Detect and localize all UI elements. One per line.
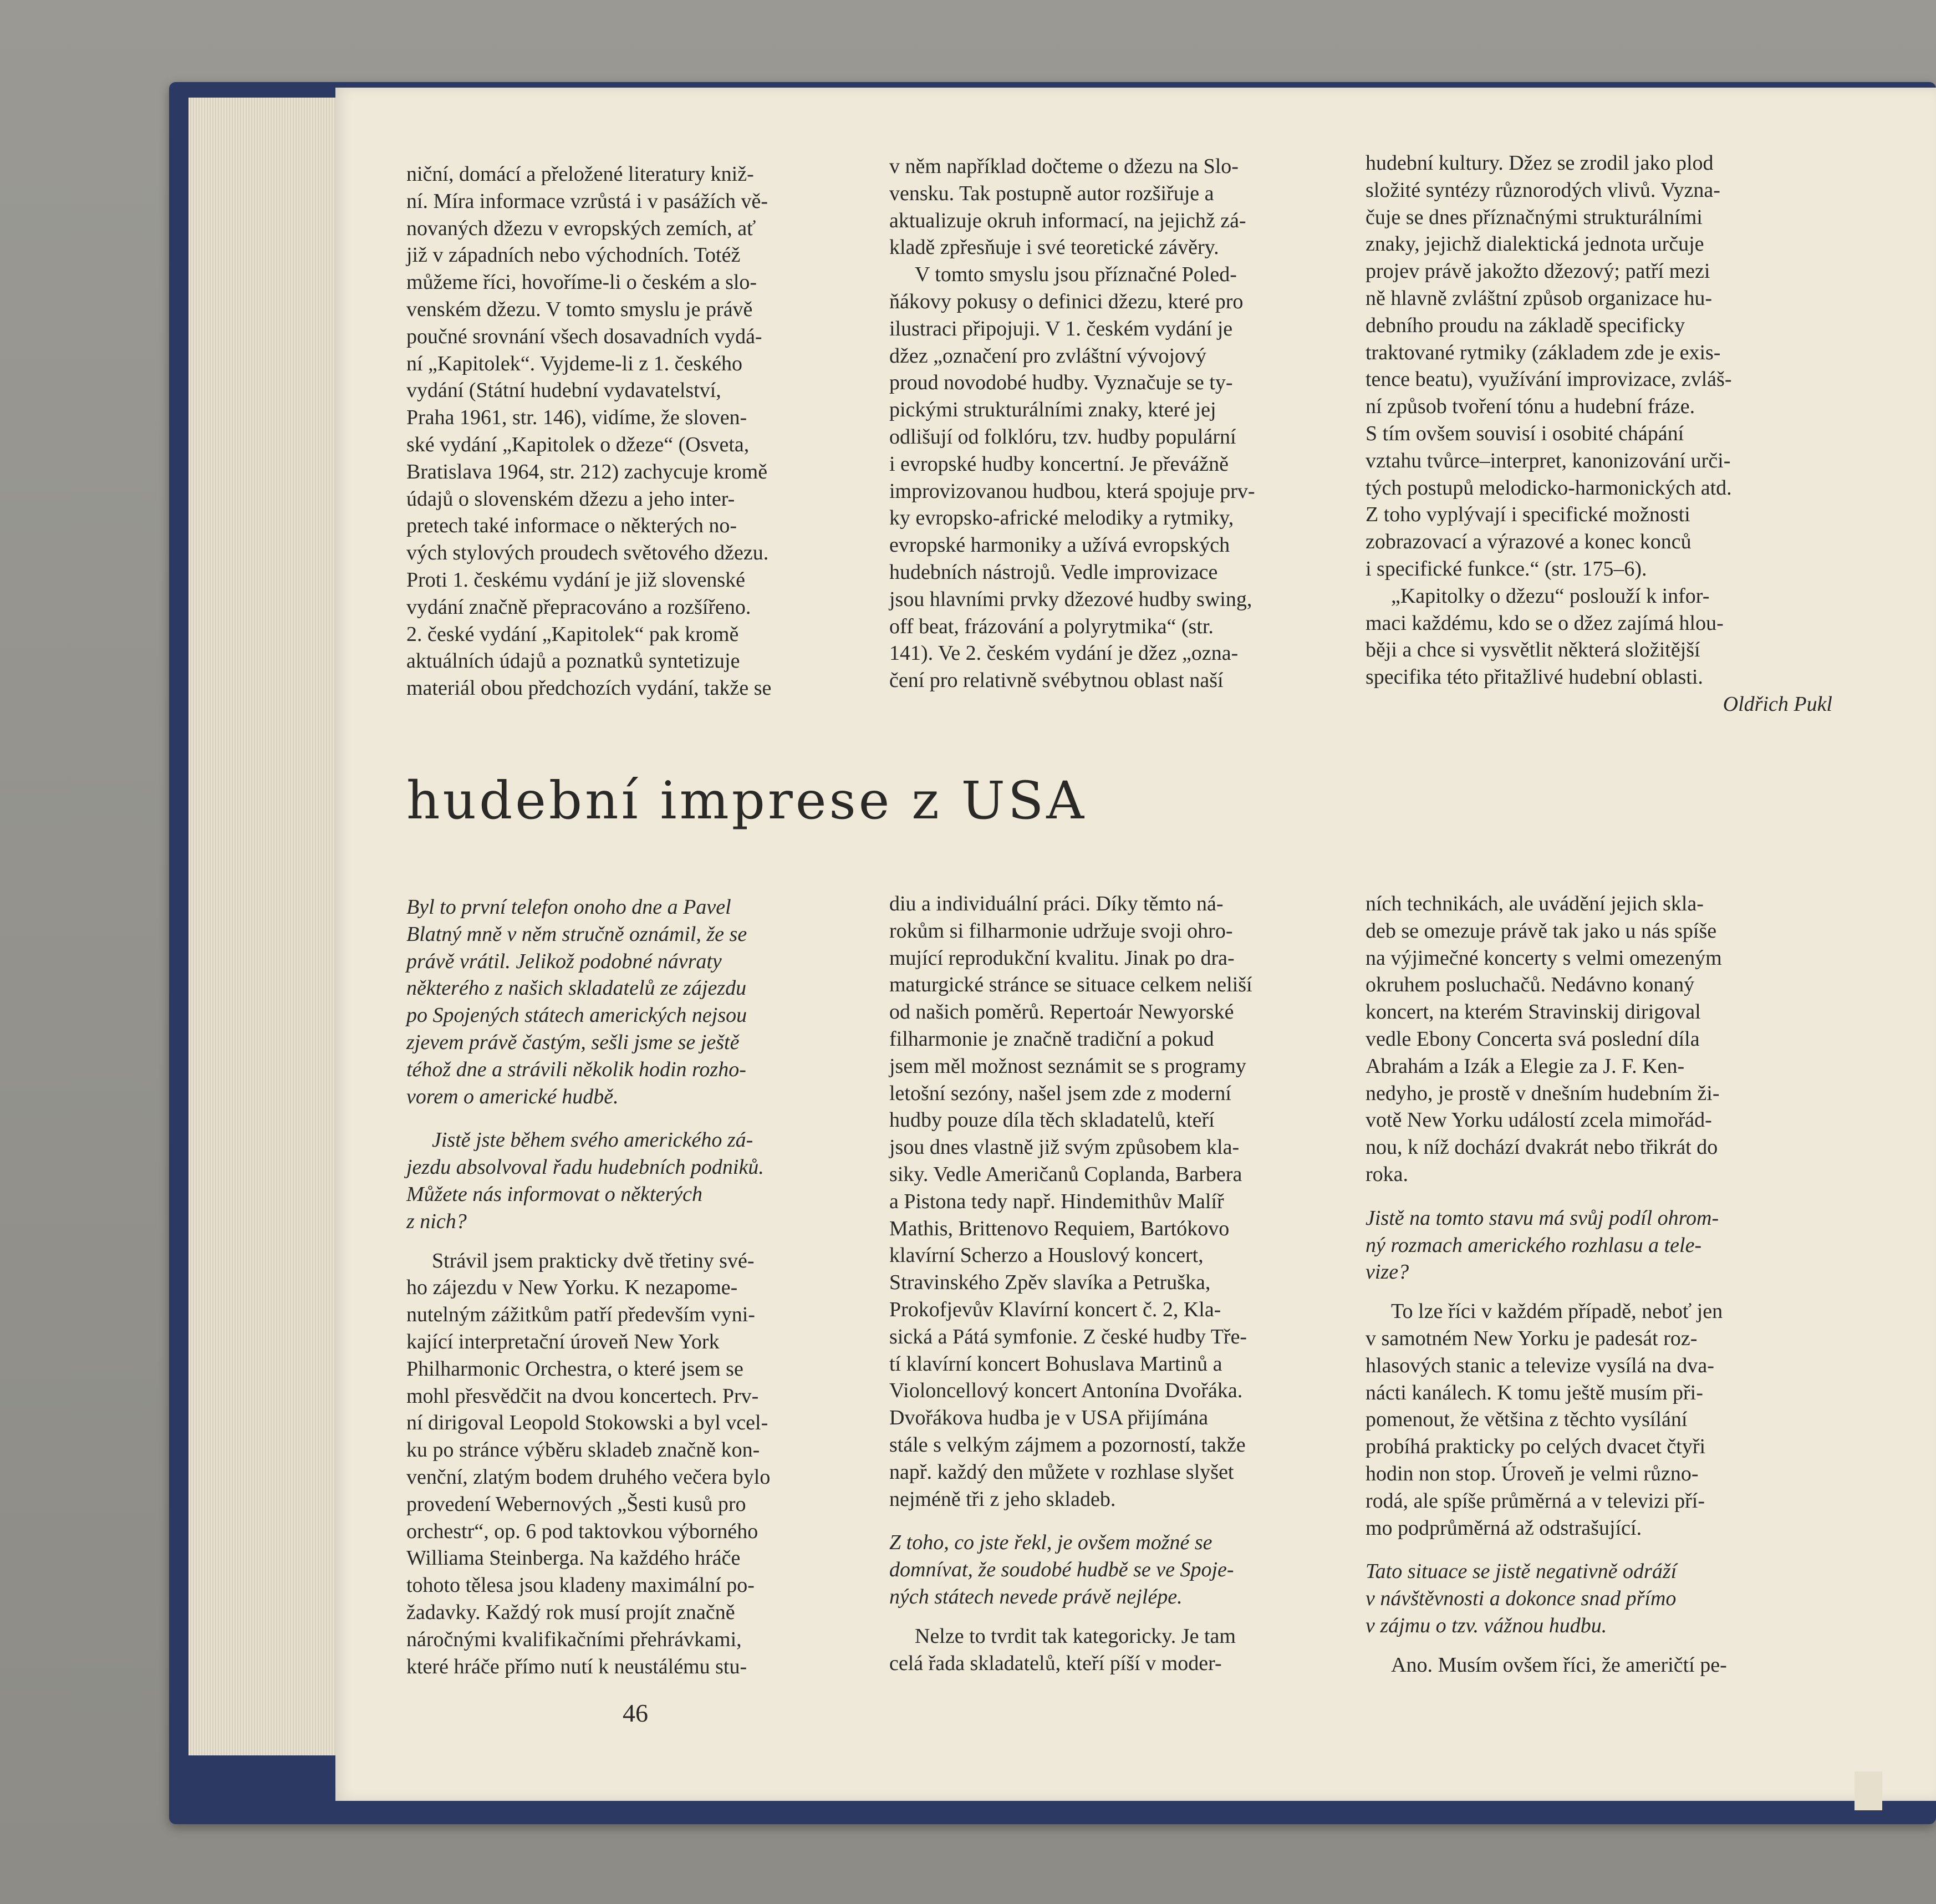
- text-line: odlišují od folklóru, tzv. hudby populární: [889, 425, 1236, 449]
- text-line: materiál obou předchozích vydání, takže se: [406, 676, 772, 700]
- text-line: údajů o slovenském džezu a jeho inter-: [406, 487, 735, 511]
- text-line: ní způsob tvoření tónu a hudební fráze.: [1366, 395, 1695, 419]
- text-line: ňákovy pokusy o definici džezu, které pro: [889, 289, 1244, 313]
- text-line: hudby pouze díla těch skladatelů, kteří: [889, 1108, 1215, 1132]
- text-line: poučné srovnání všech dosavadních vydá-: [406, 324, 762, 348]
- text-line: Můžete nás informovat o některých: [406, 1182, 702, 1206]
- text-line: Blatný mně v něm stručně oznámil, že se: [406, 922, 747, 946]
- text-line: pretech také informace o některých no-: [406, 514, 737, 538]
- text-line: jsou dnes vlastně již svým způsobem kla-: [889, 1136, 1240, 1159]
- text-line: můžeme říci, hovoříme-li o českém a slo-: [406, 271, 757, 294]
- text-line: jezdu absolvoval řadu hudebních podniků.: [406, 1155, 764, 1179]
- text-line: v něm například dočteme o džezu na Slo-: [889, 155, 1239, 178]
- text-line: Prokofjevův Klavírní koncert č. 2, Kla-: [889, 1297, 1221, 1321]
- text-line: právě vrátil. Jelikož podobné návraty: [406, 949, 722, 973]
- bottom-column-2: [889, 890, 1338, 1677]
- text-line: Z toho vyplývají i specifické možnosti: [1366, 503, 1690, 527]
- text-line: traktované rytmiky (základem zde je exis-: [1366, 340, 1721, 364]
- interview-answer: [1366, 1298, 1832, 1541]
- text-line: orchestr“, op. 6 pod taktovkou výborného: [406, 1519, 758, 1543]
- text-line: složité syntézy různorodých vlivů. Vyzna-: [1366, 178, 1720, 202]
- text-line: V tomto smyslu jsou příznačné Poled-: [915, 263, 1237, 287]
- text-line: ní dirigoval Leopold Stokowski a byl vcel-: [406, 1411, 768, 1435]
- text-line: To lze říci v každém případě, neboť jen: [1391, 1300, 1723, 1323]
- text-line: vedle Ebony Concerta svá poslední díla: [1366, 1027, 1700, 1051]
- text-line: běji a chce si vysvětlit některá složitější: [1366, 638, 1700, 662]
- text-line: od našich poměrů. Repertoár Newyorské: [889, 1000, 1234, 1024]
- text-line: sická a Pátá symfonie. Z české hudby Tře-: [889, 1325, 1247, 1348]
- text-line: Dvořákova hudba je v USA přijímána: [889, 1406, 1209, 1430]
- text-line: některého z našich skladatelů ze zájezdu: [406, 976, 747, 1000]
- text-line: Nelze to tvrdit tak kategoricky. Je tam: [915, 1624, 1236, 1648]
- text-line: čení pro relativně svébytnou oblast naší: [889, 669, 1224, 693]
- text-line: vydání (Státní hudební vydavatelství,: [406, 379, 721, 403]
- text-line: mující reprodukční kvalitu. Jinak po dra-: [889, 946, 1235, 970]
- text-line: ně hlavně zvláštní způsob organizace hu-: [1366, 286, 1713, 310]
- text-line: i evropské hudby koncertní. Je převážně: [889, 452, 1229, 476]
- text-line: již v západních nebo východních. Totéž: [406, 243, 741, 267]
- text-line: siky. Vedle Američanů Coplanda, Barbera: [889, 1162, 1242, 1186]
- text-line: na výjimečné koncerty s velmi omezeným: [1366, 946, 1722, 970]
- text-line: a Pistona tedy např. Hindemithův Malíř: [889, 1189, 1224, 1213]
- text-line: kladě zpřesňuje i své teoretické závěry.: [889, 236, 1219, 259]
- top-column-3: [1366, 150, 1832, 718]
- text-line: nutelným zážitkům patří především vyni-: [406, 1303, 755, 1327]
- text-line: Proti 1. českému vydání je již slovenské: [406, 568, 746, 592]
- text-line: niční, domácí a přeložené literatury kniž-: [406, 162, 754, 186]
- intro-paragraph: [406, 894, 861, 1110]
- text-line: celá řada skladatelů, kteří píší v moder-: [889, 1651, 1222, 1675]
- text-line: jsem měl možnost seznámit se s programy: [889, 1054, 1246, 1078]
- text-line: po Spojených státech amerických nejsou: [406, 1004, 747, 1027]
- text-line: maci každému, kdo se o džez zajímá hlou-: [1366, 611, 1724, 635]
- text-line: off beat, frázování a polyrytmika“ (str.: [889, 614, 1214, 638]
- text-line: Ano. Musím ovšem říci, že američtí pe-: [1391, 1653, 1727, 1677]
- interview-question: [406, 1127, 861, 1235]
- text-line: vize?: [1366, 1260, 1409, 1284]
- text-line: debního proudu na základě specificky: [1366, 313, 1685, 337]
- text-line: ilustraci připojuji. V 1. českém vydání je: [889, 317, 1233, 340]
- text-line: vorem o americké hudbě.: [406, 1085, 619, 1108]
- text-line: Abrahám a Izák a Elegie za J. F. Ken-: [1366, 1054, 1685, 1078]
- text-line: Byl to první telefon onoho dne a Pavel: [406, 895, 731, 919]
- text-line: tohoto tělesa jsou kladeny maximální po-: [406, 1574, 755, 1597]
- text-line: ské vydání „Kapitolek o džeze“ (Osveta,: [406, 432, 750, 456]
- text-line: jsou hlavními prvky džezové hudby swing,: [889, 587, 1252, 611]
- text-line: džez „označení pro zvláštní vývojový: [889, 344, 1206, 368]
- bottom-column-3: [1366, 890, 1832, 1679]
- text-line: novaných džezu v evropských zemích, ať: [406, 216, 756, 240]
- text-line: hudební kultury. Džez se zrodil jako plod: [1366, 151, 1714, 175]
- text-line: S tím ovšem souvisí i osobité chápání: [1366, 421, 1684, 445]
- text-line: venském džezu. V tomto smyslu je právě: [406, 297, 753, 321]
- text-line: votě New Yorku událostí zcela mimořád-: [1366, 1108, 1712, 1132]
- text-line: vydání značně přepracováno a rozšířeno.: [406, 595, 751, 619]
- text-line: v zájmu o tzv. vážnou hudbu.: [1366, 1613, 1607, 1637]
- paragraph: [1366, 583, 1832, 691]
- text-line: probíhá prakticky po celých dvacet čtyři: [1366, 1435, 1706, 1459]
- text-line: hudebních nástrojů. Vedle improvizace: [889, 560, 1218, 584]
- text-line: improvizovanou hudbou, která spojuje prv-: [889, 479, 1255, 503]
- text-line: z nich?: [406, 1209, 467, 1233]
- text-line: aktuálních údajů a poznatků syntetizuje: [406, 649, 740, 673]
- text-line: téhož dne a strávili několik hodin rozho-: [406, 1057, 746, 1081]
- text-line: letošní sezóny, našel jsem zde z moderní: [889, 1081, 1231, 1105]
- interview-question: [889, 1529, 1338, 1610]
- text-line: provedení Webernových „Šesti kusů pro: [406, 1492, 746, 1516]
- text-line: pickými strukturálními znaky, které jej: [889, 398, 1216, 422]
- text-line: aktualizuje okruh informací, na jejichž zá-: [889, 208, 1246, 232]
- interview-answer: [889, 890, 1338, 1513]
- interview-answer: [1366, 890, 1832, 1188]
- paragraph: [406, 161, 861, 702]
- text-line: deb se omezuje právě tak jako u nás spíše: [1366, 919, 1717, 943]
- article-headline: hudební imprese z USA: [406, 771, 1087, 831]
- text-line: Bratislava 1964, str. 212) zachycuje kromě: [406, 460, 768, 483]
- text-line: pomenout, že většina z těchto vysílání: [1366, 1408, 1688, 1432]
- text-line: ky evropsko-africké melodiky a rytmiky,: [889, 506, 1234, 530]
- text-line: mohl přesvědčit na dvou koncertech. Prv-: [406, 1384, 759, 1408]
- text-line: žadavky. Každý rok musí projít značně: [406, 1600, 735, 1624]
- text-line: vých stylových proudech světového džezu.: [406, 541, 769, 565]
- text-line: tence beatu), využívání improvizace, zvláš-: [1366, 368, 1732, 391]
- text-line: Williama Steinberga. Na každého hráče: [406, 1546, 741, 1570]
- text-line: Z toho, co jste řekl, je ovšem možné se: [889, 1531, 1212, 1555]
- interview-answer: [406, 1248, 861, 1681]
- text-line: domnívat, že soudobé hudbě se ve Spoje-: [889, 1558, 1234, 1582]
- text-line: ných státech nevede právě nejlépe.: [889, 1585, 1183, 1608]
- text-line: v návštěvnosti a dokonce snad přímo: [1366, 1587, 1677, 1611]
- text-line: které hráče přímo nutí k neustálému stu-: [406, 1654, 747, 1678]
- paragraph: [889, 153, 1338, 261]
- text-line: Tato situace se jistě negativně odráží: [1366, 1560, 1677, 1584]
- text-line: ný rozmach amerického rozhlasu a tele-: [1366, 1233, 1702, 1257]
- text-line: okruhem posluchačů. Nedávno konaný: [1366, 973, 1695, 997]
- text-line: v samotném New Yorku je padesát roz-: [1366, 1326, 1698, 1350]
- text-line: filharmonie je značně tradiční a pokud: [889, 1027, 1214, 1051]
- text-line: hodin non stop. Úroveň je velmi různo-: [1366, 1462, 1699, 1485]
- text-line: koncert, na kterém Stravinskij dirigoval: [1366, 1000, 1701, 1024]
- text-line: tí klavírní koncert Bohuslava Martinů a: [889, 1352, 1222, 1376]
- text-line: kající interpretační úroveň New York: [406, 1330, 720, 1353]
- paragraph: [1366, 150, 1832, 583]
- text-line: Jistě jste během svého amerického zá-: [432, 1128, 753, 1152]
- text-line: proud novodobé hudby. Vyznačuje se ty-: [889, 371, 1233, 395]
- text-line: Strávil jsem prakticky dvě třetiny své-: [432, 1249, 755, 1272]
- text-line: ho zájezdu v New Yorku. K nezapome-: [406, 1276, 738, 1300]
- page-number: 46: [623, 1699, 648, 1727]
- text-line: nácti kanálech. K tomu ještě musím při-: [1366, 1381, 1703, 1404]
- top-column-1: [406, 161, 861, 702]
- text-line: vztahu tvůrce–interpret, kanonizování urči-: [1366, 449, 1731, 472]
- paragraph: [889, 261, 1338, 694]
- text-line: Praha 1961, str. 146), vidíme, že sloven-: [406, 406, 747, 430]
- text-line: evropské harmoniky a užívá evropských: [889, 533, 1230, 557]
- text-line: Mathis, Brittenovo Requiem, Bartókovo: [889, 1216, 1230, 1240]
- text-line: ních technikách, ale uvádění jejich skla-: [1366, 892, 1704, 915]
- text-line: diu a individuální práci. Díky těmto ná-: [889, 892, 1224, 915]
- text-line: Violoncellový koncert Antonína Dvořáka.: [889, 1379, 1243, 1403]
- page-edge: [1855, 1771, 1882, 1810]
- text-line: maturgické stránce se situace celkem neliší: [889, 973, 1252, 997]
- interview-question: [1366, 1205, 1832, 1286]
- text-line: ku po stránce výběru skladeb značně kon-: [406, 1438, 760, 1462]
- text-line: znaky, jejichž dialektická jednota určuje: [1366, 232, 1704, 256]
- text-line: stále s velkým zájmem a pozorností, takže: [889, 1433, 1246, 1457]
- text-line: náročnými kvalifikačními přehrávkami,: [406, 1627, 742, 1651]
- text-line: klavírní Scherzo a Houslový koncert,: [889, 1244, 1204, 1267]
- text-line: 2. české vydání „Kapitolek“ pak kromě: [406, 622, 739, 646]
- interview-answer: [1366, 1652, 1832, 1679]
- text-line: zjevem právě častým, sešli jsme se ještě: [406, 1030, 740, 1054]
- text-line: 141). Ve 2. českém vydání je džez „ozna-: [889, 642, 1239, 665]
- text-line: i specifické funkce.“ (str. 175–6).: [1366, 557, 1647, 581]
- text-line: nedyho, je prostě v dnešním hudebním ži-: [1366, 1081, 1720, 1105]
- text-line: specifika této přitažlivé hudební oblasti.: [1366, 665, 1703, 689]
- text-line: rodá, ale spíše průměrná a v televizi pří-: [1366, 1489, 1705, 1513]
- interview-question: [1366, 1558, 1832, 1639]
- interview-answer: [889, 1623, 1338, 1677]
- text-line: vensku. Tak postupně autor rozšiřuje a: [889, 181, 1214, 205]
- text-line: venční, zlatým bodem druhého večera bylo: [406, 1465, 771, 1489]
- top-column-2: [889, 153, 1338, 694]
- text-line: ní. Míra informace vzrůstá i v pasážích vě-: [406, 189, 768, 213]
- text-line: projev právě jakožto džezový; patří mezi: [1366, 259, 1710, 283]
- text-line: čuje se dnes příznačnými strukturálními: [1366, 205, 1703, 229]
- page-stack: [188, 98, 344, 1755]
- text-line: Jistě na tomto stavu má svůj podíl ohrom-: [1366, 1206, 1719, 1230]
- bottom-column-1: [406, 894, 861, 1680]
- text-line: zobrazovací a výrazové a konec konců: [1366, 530, 1692, 554]
- text-line: mo podprůměrná až odstrašující.: [1366, 1516, 1642, 1540]
- text-line: např. každý den můžete v rozhlase slyšet: [889, 1460, 1234, 1484]
- text-line: Stravinského Zpěv slavíka a Petruška,: [889, 1271, 1211, 1295]
- text-line: ní „Kapitolek“. Vyjdeme-li z 1. českého: [406, 352, 743, 375]
- text-line: hlasových stanic a televize vysílá na dva-: [1366, 1353, 1714, 1377]
- text-line: Philharmonic Orchestra, o které jsem se: [406, 1357, 743, 1381]
- text-line: nou, k níž dochází dvakrát nebo třikrát do: [1366, 1136, 1718, 1159]
- text-line: nejméně tři z jeho skladeb.: [889, 1487, 1116, 1511]
- text-line: tých postupů melodicko-harmonických atd.: [1366, 476, 1732, 500]
- text-line: roka.: [1366, 1162, 1409, 1186]
- text-line: „Kapitolky o džezu“ poslouží k infor-: [1391, 584, 1710, 608]
- author-signature: Oldřich Pukl: [1723, 692, 1832, 716]
- text-line: rokům si filharmonie udržuje svoji ohro-: [889, 919, 1233, 943]
